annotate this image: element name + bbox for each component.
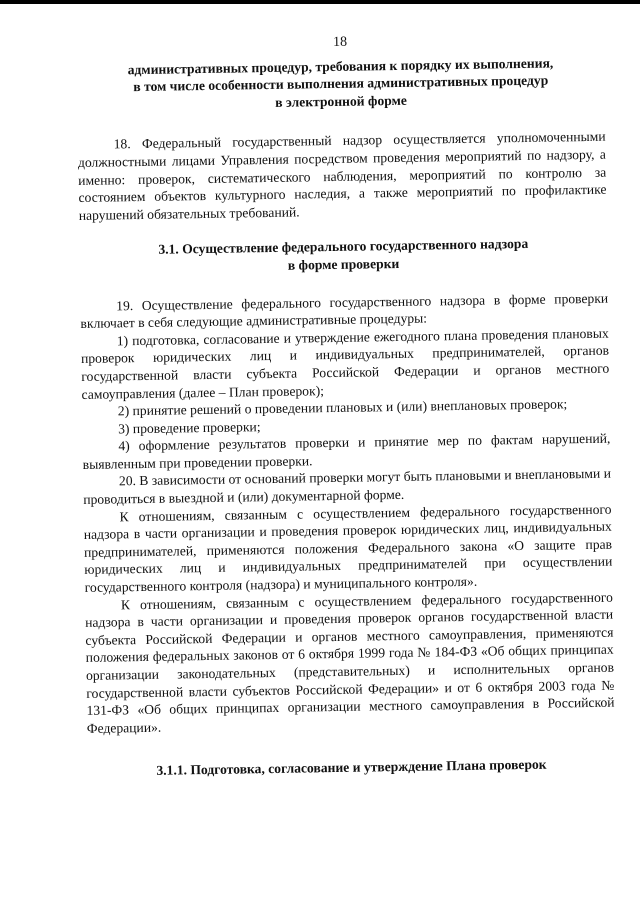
paragraph-18: 18. Федеральный государственный надзор осуществляется уполномоченными должностными лицами Управления посредством проведения мероприятий по надзору, а именно: проверок, систематического наблюдения, мероприятий по контролю за состоянием объектов культурного наследия, а также мероприятий по профилактике нарушений обязательных требований.	[77, 129, 607, 223]
heading-intro	[76, 53, 605, 114]
page-number: 18	[332, 34, 348, 50]
procedure-item: 3) проведение проверки;	[118, 418, 261, 437]
section-heading-3-1-1: 3.1.1. Подготовка, согласование и утверждение Плана проверок	[156, 757, 547, 779]
paragraph-relations-businesses: К отношениям, связанным с осуществлением федерального государственного надзора в части организации и проведения проверок юридических лиц, индивидуальных предпринимателей, применяются положения Федерального закона «О защите прав юридических лиц и индивидуальных предпринимателей при осуществлении государственного контроля (надзора) и муниципального контроля».	[83, 501, 613, 595]
document-page	[76, 30, 616, 781]
procedure-item: 1) подготовка, согласование и утверждение ежегодного плана проведения плановых проверок юридических лиц и индивидуальных предпринимателей, органов государственной власти субъекта Российской Федерации и органов местного самоуправления (далее – План проверок);	[80, 325, 610, 402]
section-heading-line: 3.1. Осуществление федерального государственного надзора	[158, 236, 529, 258]
heading-intro-line: в электронной форме	[275, 92, 407, 110]
paragraph-20: 20. В зависимости от оснований проверки могут быть плановыми и внеплановыми и проводиться в выездной и (или) документарной форме.	[83, 466, 612, 508]
procedure-item: 4) оформление результатов проверки и принятие мер по фактам нарушений, выявленным при проведении проверки.	[82, 430, 611, 472]
scan-top-edge	[0, 0, 640, 4]
paragraph-relations-authorities: К отношениям, связанным с осуществлением федерального государственного надзора в части организации и проведения проверок органов государственной власти субъекта Российской Федерации и органов местного самоуправления, применяются положения федеральных законов от 6 октября 1999 года № 184-ФЗ «Об общих принципах организации законодательных (представительных) и исполнительных органов государственной власти субъектов Российской Федерации» и от 6 октября 2003 года № 131-ФЗ «Об общих принципах организации местного самоуправления в Российской Федерации».	[85, 589, 615, 736]
heading-intro-line: административных процедур, требования к порядку их выполнения,	[127, 55, 554, 77]
procedure-item: 2) принятие решений о проведении плановых и (или) внеплановых проверок;	[117, 396, 568, 419]
section-heading-line: в форме проверки	[287, 255, 400, 273]
paragraph-19: 19. Осуществление федерального государственного надзора в форме проверки включает в себя следующие административные процедуры:	[80, 290, 609, 332]
heading-intro-line: в том числе особенности выполнения административных процедур	[133, 72, 549, 95]
